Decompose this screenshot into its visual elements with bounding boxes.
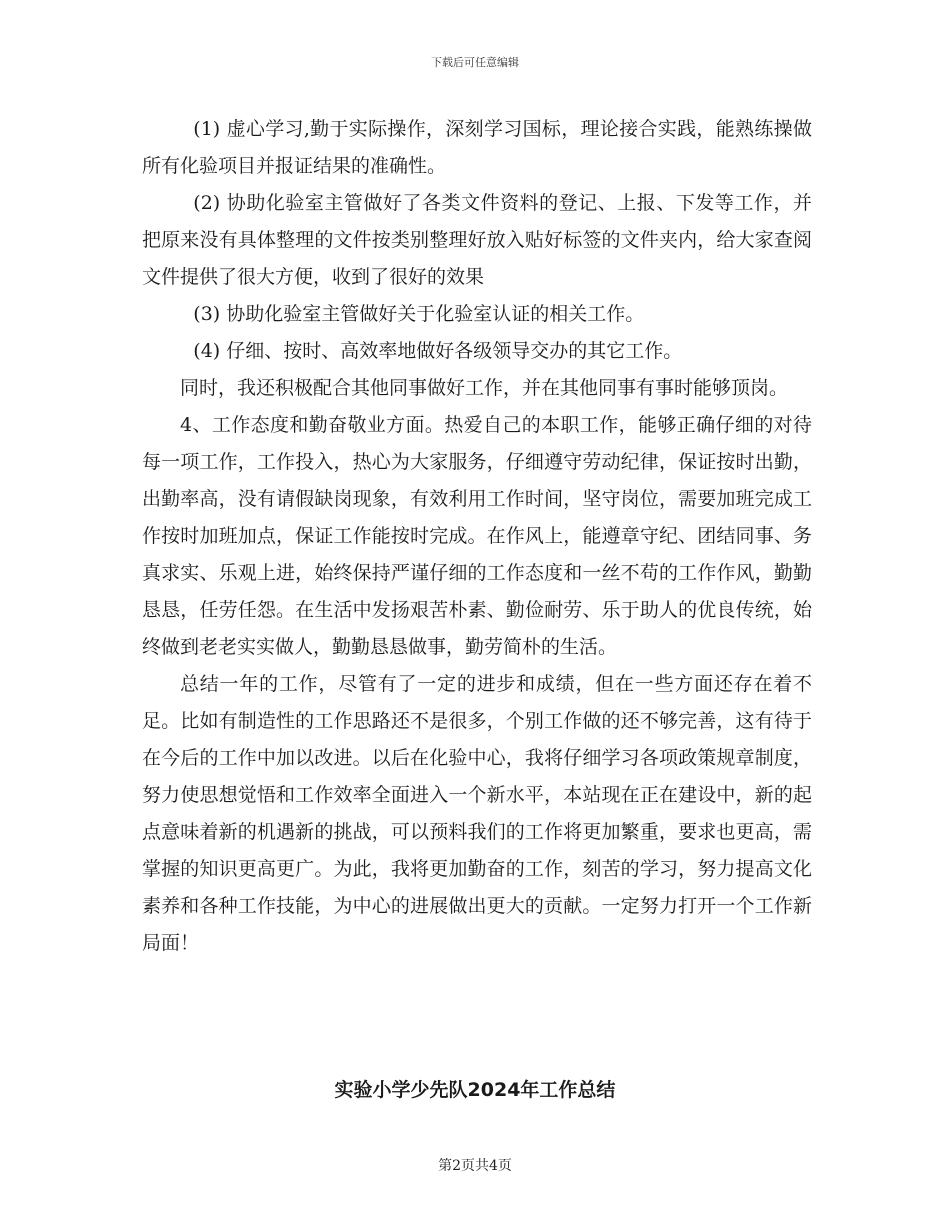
page-footer: 第2页共4页 [438,1158,512,1174]
paragraph-work-attitude: 4、工作态度和勤奋敬业方面。热爱自己的本职工作，能够正确仔细的对待每一项工作，工作投入，热心为大家服务，仔细遵守劳动纪律，保证按时出勤，出勤率高，没有请假缺岗现象，有效利用工作时间，坚守岗位，需要加班完成工作按时加班加点，保证工作能按时完成。在作风上，能遵章守纪、团结同事、务真求实、乐观上进，始终保持严谨仔细的工作态度和一丝不苟的工作作风，勤勤恳恳，任劳任怨。在生活中发扬艰苦朴素、勤俭耐劳、乐于助人的优良传统，始终做到老老实实做人，勤勤恳恳做事，勤劳简朴的生活。 [142,414,812,658]
paragraph-item-2: (2) 协助化验室主管做好了各类文件资料的登记、上报、下发等工作，并把原来没有具体整理的文件按类别整理好放入贴好标签的文件夹内，给大家查阅文件提供了很大方便，收到了很好的效果 [142,192,812,288]
paragraph-item-1: (1) 虚心学习,勤于实际操作，深刻学习国标，理论接合实践，能熟练操做所有化验项目并报证结果的准确性。 [142,118,812,177]
section-title: 实验小学少先队2024年工作总结 [334,1079,616,1101]
paragraph-item-3: (3) 协助化验室主管做好关于化验室认证的相关工作。 [193,303,645,325]
paragraph-item-4: (4) 仔细、按时、高效率地做好各级领导交办的其它工作。 [193,340,683,362]
document-body [142,111,812,962]
paragraph-summary: 总结一年的工作，尽管有了一定的进步和成绩，但在一些方面还存在着不足。比如有制造性的工作思路还不是很多，个别工作做的还不够完善，这有待于在今后的工作中加以改进。以后在化验中心，我将仔细学习各项政策规章制度，努力使思想觉悟和工作效率全面进入一个新水平，本站现在正在建设中，新的起点意味着新的机遇新的挑战，可以预料我们的工作将更加繁重，要求也更高，需掌握的知识更高更广。为此，我将更加勤奋的工作，刻苦的学习，努力提高文化素养和各种工作技能，为中心的进展做出更大的贡献。一定努力打开一个工作新局面！ [142,673,812,954]
paragraph-cooperation: 同时，我还积极配合其他同事做好工作，并在其他同事有事时能够顶岗。 [180,377,789,399]
page-header-note: 下载后可任意编辑 [431,56,519,69]
